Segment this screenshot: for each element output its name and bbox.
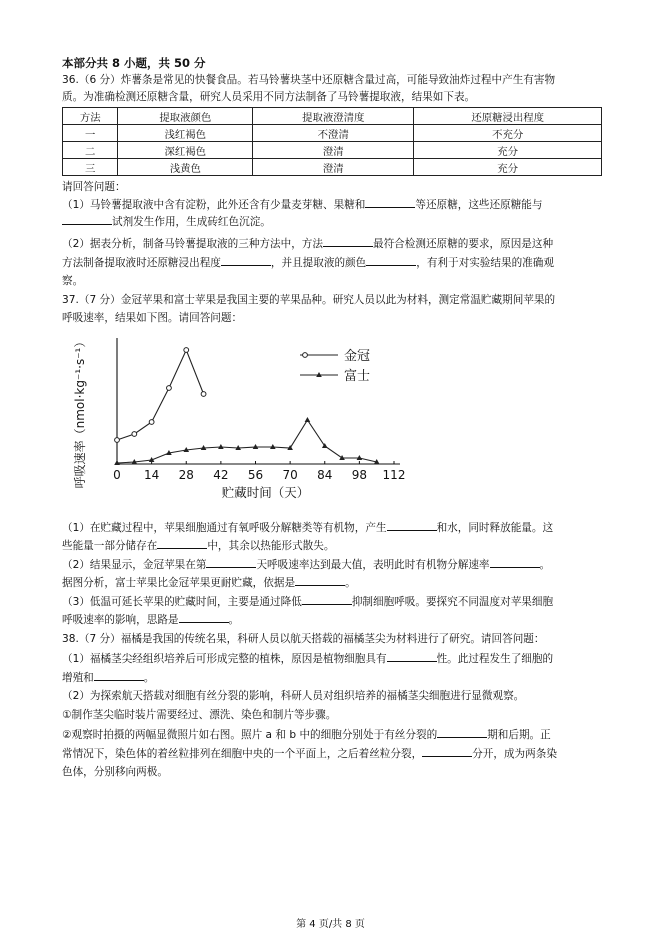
q36-sub2-line1 — [62, 235, 610, 253]
q37-sub2-line2 — [62, 574, 610, 592]
x-tick-label: 98 — [351, 468, 368, 482]
x-tick-label: 0 — [113, 468, 121, 482]
text-run: 。 — [143, 672, 155, 684]
page-footer: 第 4 页/共 8 页 — [296, 919, 365, 930]
q37-sub1-line1 — [62, 519, 610, 537]
text-run: 天呼吸速率达到最大值，表明此时有机物分解速率 — [256, 559, 490, 571]
table-row — [63, 159, 602, 176]
x-tick-label: 112 — [382, 468, 406, 482]
data-point-金冠 — [132, 432, 137, 437]
legend-label-金冠: 金冠 — [344, 349, 371, 364]
table-cell: 澄清 — [253, 159, 414, 176]
q38-sub2-item2-line1 — [62, 726, 610, 744]
q38-sub2-item2-line3: 色体，分别移向两极。 — [62, 766, 168, 778]
text-run: 最符合检测还原糖的要求，原因是这种 — [373, 238, 554, 250]
text-run: （3）低温可延长苹果的贮藏时间，主要是通过降低 — [62, 596, 302, 608]
chart-legend — [300, 348, 370, 384]
data-point-富士 — [218, 444, 224, 449]
x-tick-label: 14 — [143, 468, 160, 482]
data-point-金冠 — [167, 386, 172, 391]
q36-sub1-line1 — [62, 196, 610, 214]
text-run: ，有利于对实验结果的准确观 — [416, 257, 554, 269]
text-run: （1）在贮藏过程中，苹果细胞通过有氧呼吸分解糖类等有机物，产生 — [62, 522, 387, 534]
q37-intro-line1: 37.（7 分）金冠苹果和富士苹果是我国主要的苹果品种。研究人员以此为材料，测定常温贮藏期间苹果的 — [62, 294, 556, 306]
q38-sub2-item1: ①制作茎尖临时装片需要经过、漂洗、染色和制片等步骤。 — [62, 709, 337, 721]
text-run: 。 — [539, 559, 551, 571]
text-run: ，并且提取液的颜色 — [270, 257, 367, 269]
data-point-金冠 — [184, 348, 189, 353]
answer-blank[interactable] — [157, 537, 207, 549]
text-run: （1）福橘茎尖经组织培养后可形成完整的植株，原因是植物细胞具有 — [62, 653, 387, 665]
table-cell: 一 — [63, 125, 118, 142]
table-cell: 浅黄色 — [118, 159, 253, 176]
table-header-cell: 提取液澄清度 — [253, 108, 414, 125]
answer-blank[interactable] — [62, 213, 112, 225]
text-run: 分开，成为两条染 — [472, 748, 557, 760]
text-run: 期和后期。正 — [487, 729, 551, 741]
answer-blank[interactable] — [437, 726, 487, 738]
q36-sub2-line2 — [62, 254, 610, 272]
table-row — [63, 125, 602, 142]
q36-intro-line2: 质。为准确检测还原糖含量，研究人员采用不同方法制备了马铃薯提取液，结果如下表。 — [62, 91, 476, 103]
q36-prompt: 请回答问题： — [62, 181, 126, 193]
text-run: 增殖和 — [62, 672, 94, 684]
table-header-cell: 方法 — [63, 108, 118, 125]
answer-blank[interactable] — [387, 519, 437, 531]
data-point-金冠 — [201, 392, 206, 397]
table-cell: 浅红褐色 — [118, 125, 253, 142]
x-axis-label: 贮藏时间（天） — [221, 485, 310, 500]
data-point-金冠 — [149, 420, 154, 425]
text-run: 。 — [345, 577, 356, 589]
text-run: 些能量一部分储存在 — [62, 540, 158, 552]
q38-intro: 38.（7 分）福橘是我国的传统名果，科研人员以航天搭载的福橘茎尖为材料进行了研究。请回答问题： — [62, 633, 545, 645]
table-cell: 澄清 — [253, 142, 414, 159]
answer-blank[interactable] — [365, 196, 415, 208]
y-axis-label: 呼吸速率（nmol·kg⁻¹·s⁻¹） — [73, 335, 87, 489]
table-row — [63, 142, 602, 159]
q37-sub3-line2 — [62, 611, 610, 629]
x-tick-label: 84 — [317, 468, 333, 482]
x-tick-label: 56 — [247, 468, 264, 482]
text-run: 中，其余以热能形式散失。 — [207, 540, 335, 552]
table-header-row — [63, 108, 602, 125]
q37-sub3-line1 — [62, 593, 610, 611]
series-line-富士 — [117, 420, 377, 463]
data-point-富士 — [305, 417, 311, 422]
answer-blank[interactable] — [302, 593, 352, 605]
text-run: 据图分析，富士苹果比金冠苹果更耐贮藏，依据是 — [62, 577, 296, 589]
text-run: 性。此过程发生了细胞的 — [436, 653, 554, 665]
q37-intro-line2: 呼吸速率，结果如下图。请回答问题： — [62, 312, 243, 324]
table-cell: 三 — [63, 159, 118, 176]
series-line-金冠 — [117, 350, 204, 440]
answer-blank[interactable] — [94, 669, 144, 681]
q37-sub1-line2 — [62, 537, 610, 555]
text-run: 和水，同时释放能量。这 — [436, 522, 554, 534]
text-run: 等还原糖，这些还原糖能与 — [415, 199, 543, 211]
legend-label-富士: 富士 — [344, 369, 371, 384]
answer-blank[interactable] — [221, 254, 271, 266]
answer-blank[interactable] — [387, 650, 437, 662]
text-run: ②观察时拍摄的两幅显微照片如右图。照片 a 和 b 中的细胞分别处于有丝分裂的 — [62, 729, 438, 741]
text-run: 常情况下，染色体的着丝粒排列在细胞中央的一个平面上，之后着丝粒分裂， — [62, 748, 423, 760]
x-tick-label: 42 — [213, 468, 229, 482]
q36-sub2-line3: 察。 — [62, 275, 84, 287]
q36-intro-line1: 36.（6 分）炸薯条是常见的快餐食品。若马铃薯块茎中还原糖含量过高，可能导致油炸过程中产生有害物 — [62, 74, 556, 86]
text-run: 。 — [228, 614, 240, 626]
q38-sub1-line1 — [62, 650, 610, 668]
q38-sub1-line2 — [62, 669, 610, 687]
q36-sub1-line2 — [62, 213, 610, 231]
table-header-cell: 还原糖浸出程度 — [414, 108, 602, 125]
text-run: （1）马铃薯提取液中含有淀粉，此外还含有少量麦芽糖、果糖和 — [62, 199, 366, 211]
answer-blank[interactable] — [490, 556, 540, 568]
table-cell: 不澄清 — [253, 125, 414, 142]
data-point-金冠 — [115, 438, 120, 443]
text-run: （2）结果显示，金冠苹果在第 — [62, 559, 207, 571]
text-run: 方法制备提取液时还原糖浸出程度 — [62, 257, 221, 269]
answer-blank[interactable] — [366, 254, 416, 266]
answer-blank[interactable] — [323, 235, 373, 247]
text-run: （2）据表分析，制备马铃薯提取液的三种方法中，方法 — [62, 238, 323, 250]
legend-marker-金冠 — [303, 353, 308, 358]
section-heading: 本部分共 8 小题，共 50 分 — [62, 56, 206, 70]
answer-blank[interactable] — [179, 611, 229, 623]
q38-sub2-item2-line2 — [62, 745, 610, 763]
x-tick-label: 70 — [282, 468, 298, 482]
text-run: 呼吸速率的影响，思路是 — [62, 614, 179, 626]
respiration-rate-chart — [60, 333, 420, 503]
text-run: 抑制细胞呼吸。要探究不同温度对苹果细胞 — [351, 596, 554, 608]
answer-blank[interactable] — [422, 745, 472, 757]
table-cell: 充分 — [414, 159, 602, 176]
table-cell: 二 — [63, 142, 118, 159]
table-cell: 深红褐色 — [118, 142, 253, 159]
table-cell: 不充分 — [414, 125, 602, 142]
q37-sub2-line1 — [62, 556, 610, 574]
x-tick-label: 28 — [178, 468, 194, 482]
q36-table — [62, 107, 602, 176]
text-run: 试剂发生作用，生成砖红色沉淀。 — [112, 216, 271, 228]
answer-blank[interactable] — [206, 556, 256, 568]
table-cell: 充分 — [414, 142, 602, 159]
chart-series-layer — [114, 348, 379, 465]
q38-sub2: （2）为探索航天搭载对细胞有丝分裂的影响，科研人员对组织培养的福橘茎尖细胞进行显微观察。 — [62, 690, 525, 702]
answer-blank[interactable] — [295, 574, 345, 586]
table-header-cell: 提取液颜色 — [118, 108, 253, 125]
